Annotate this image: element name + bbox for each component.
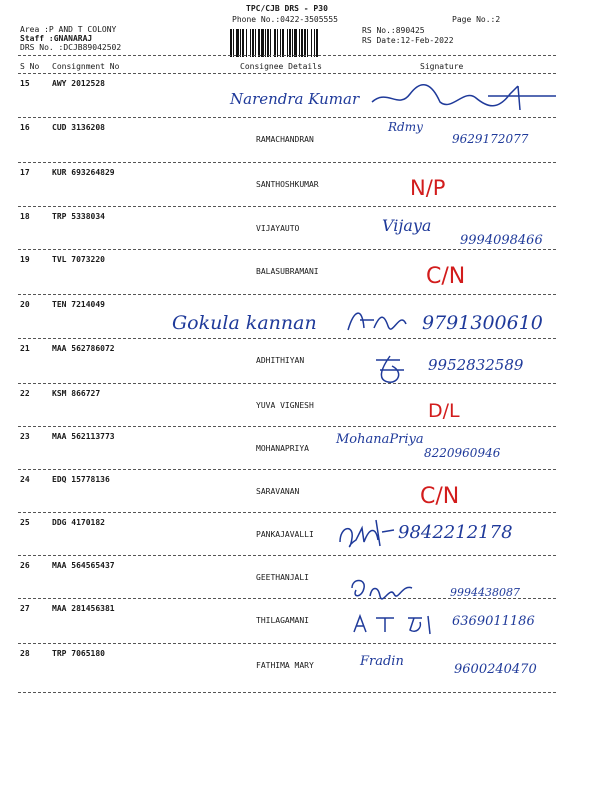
signature-scribble (370, 352, 410, 386)
row-consignee-name: SARAVANAN (256, 487, 300, 496)
handwritten-phone: 9994098466 (460, 233, 543, 248)
row-divider (18, 512, 556, 513)
row-consignee-name: SANTHOSHKUMAR (256, 180, 319, 189)
signature-scribble (350, 610, 440, 638)
row-serial-number: 26 (20, 561, 30, 570)
barcode-bar (236, 29, 239, 57)
row-consignment-number: EDQ 15778136 (52, 475, 110, 484)
row-consignee-name: ADHITHIYAN (256, 356, 305, 365)
row-divider (18, 162, 556, 163)
handwritten-signature: Fradin (360, 654, 404, 669)
row-divider (18, 294, 556, 295)
row-consignee-name: THILAGAMANI (256, 616, 309, 625)
barcode-bar (311, 29, 312, 57)
barcode-bar (314, 29, 315, 57)
barcode-bar (261, 29, 264, 57)
handwritten-signature: MohanaPriya (336, 432, 424, 447)
signature-scribble (368, 80, 558, 114)
row-divider (18, 117, 556, 118)
barcode-bar (301, 29, 303, 57)
row-serial-number: 22 (20, 389, 30, 398)
row-consignment-number: MAA 281456381 (52, 604, 115, 613)
handwritten-mark-cn: C/N (420, 484, 460, 509)
col-header-signature: Signature (420, 62, 464, 71)
row-consignment-number: TRP 7065180 (52, 649, 105, 658)
rs-date: RS Date:12-Feb-2022 (362, 36, 454, 45)
row-consignment-number: AWY 2012528 (52, 79, 105, 88)
handwritten-phone: 9600240470 (454, 662, 537, 677)
row-serial-number: 19 (20, 255, 30, 264)
row-serial-number: 20 (20, 300, 30, 309)
barcode-bar (270, 29, 271, 57)
row-divider (18, 206, 556, 207)
row-consignment-number: MAA 564565437 (52, 561, 115, 570)
barcode-bar (292, 29, 293, 57)
handwritten-phone: 9994438087 (450, 586, 520, 599)
barcode-bar (316, 29, 318, 57)
row-serial-number: 28 (20, 649, 30, 658)
row-divider (18, 383, 556, 384)
row-serial-number: 17 (20, 168, 30, 177)
divider (18, 73, 556, 74)
signature-scribble (344, 300, 410, 336)
row-divider (18, 426, 556, 427)
row-consignment-number: CUD 3136208 (52, 123, 105, 132)
handwritten-phone: 9952832589 (428, 356, 524, 374)
row-serial-number: 25 (20, 518, 30, 527)
col-header-consignment: Consignment No (52, 62, 120, 71)
handwritten-mark-np: N/P (410, 176, 446, 200)
handwritten-mark-cn: C/N (426, 264, 466, 289)
barcode-bar (294, 29, 297, 57)
row-divider (18, 692, 556, 693)
staff-label: Staff :GNANARAJ (20, 34, 93, 43)
barcode-bar (230, 29, 232, 57)
row-consignee-name: MOHANAPRIYA (256, 444, 309, 453)
barcode-bar (258, 29, 260, 57)
row-serial-number: 27 (20, 604, 30, 613)
row-consignee-name: GEETHANJALI (256, 573, 309, 582)
barcode-bar (307, 29, 308, 57)
barcode-bar (252, 29, 254, 57)
row-divider (18, 469, 556, 470)
handwritten-mark-dl: D/L (428, 400, 460, 422)
handwritten-signature: Vijaya (382, 216, 432, 235)
col-header-consignee: Consignee Details (240, 62, 322, 71)
row-divider (18, 555, 556, 556)
handwritten-phone: 9842212178 (398, 522, 513, 543)
barcode-bar (246, 29, 247, 57)
row-consignee-name: RAMACHANDRAN (256, 135, 314, 144)
barcode-bar (289, 29, 291, 57)
row-consignment-number: KUR 693264829 (52, 168, 115, 177)
divider (18, 55, 556, 56)
row-consignment-number: MAA 562786072 (52, 344, 115, 353)
phone-number: Phone No.:0422-3505555 (232, 15, 338, 24)
handwritten-phone: 8220960946 (424, 446, 501, 460)
row-consignment-number: DDG 4170182 (52, 518, 105, 527)
handwritten-phone: 9629172077 (452, 132, 529, 146)
handwritten-phone: 9791300610 (422, 312, 543, 334)
handwritten-name: Gokula kannan (172, 312, 317, 334)
barcode-bar (265, 29, 266, 57)
row-divider (18, 643, 556, 644)
rs-number: RS No.:890425 (362, 26, 425, 35)
row-serial-number: 16 (20, 123, 30, 132)
document-title: TPC/CJB DRS - P30 (246, 4, 328, 13)
row-serial-number: 21 (20, 344, 30, 353)
barcode-bar (267, 29, 269, 57)
barcode-bar (274, 29, 276, 57)
row-consignment-number: KSM 866727 (52, 389, 101, 398)
signature-scribble (348, 574, 418, 604)
col-header-sno: S No (20, 62, 40, 71)
row-consignee-name: BALASUBRAMANI (256, 267, 319, 276)
row-consignee-name: PANKAJAVALLI (256, 530, 314, 539)
page-number: Page No.:2 (452, 15, 501, 24)
row-serial-number: 23 (20, 432, 30, 441)
barcode-bar (233, 29, 234, 57)
row-consignment-number: TVL 7073220 (52, 255, 105, 264)
handwritten-signature: Rdmy (388, 120, 423, 134)
drs-number: DRS No. :DCJB89042502 (20, 43, 122, 52)
area-label: Area :P AND T COLONY (20, 25, 117, 34)
row-consignee-name: FATHIMA MARY (256, 661, 314, 670)
barcode-bar (304, 29, 306, 57)
row-divider (18, 249, 556, 250)
row-serial-number: 24 (20, 475, 30, 484)
handwritten-phone: 6369011186 (452, 614, 535, 629)
barcode-bar (280, 29, 281, 57)
barcode-bar (255, 29, 256, 57)
row-serial-number: 18 (20, 212, 30, 221)
barcode-image (230, 29, 352, 57)
row-serial-number: 15 (20, 79, 30, 88)
barcode-bar (250, 29, 251, 57)
row-consignee-name: VIJAYAUTO (256, 224, 300, 233)
handwritten-name: Narendra Kumar (230, 90, 360, 108)
barcode-bar (240, 29, 241, 57)
row-divider (18, 338, 556, 339)
signature-scribble (336, 516, 396, 550)
row-consignee-name: YUVA VIGNESH (256, 401, 314, 410)
barcode-bar (299, 29, 300, 57)
barcode-bar (287, 29, 288, 57)
barcode-bar (242, 29, 244, 57)
barcode-bar (282, 29, 284, 57)
row-consignment-number: TRP 5338034 (52, 212, 105, 221)
row-consignment-number: TEN 7214049 (52, 300, 105, 309)
barcode-bar (277, 29, 278, 57)
row-consignment-number: MAA 562113773 (52, 432, 115, 441)
